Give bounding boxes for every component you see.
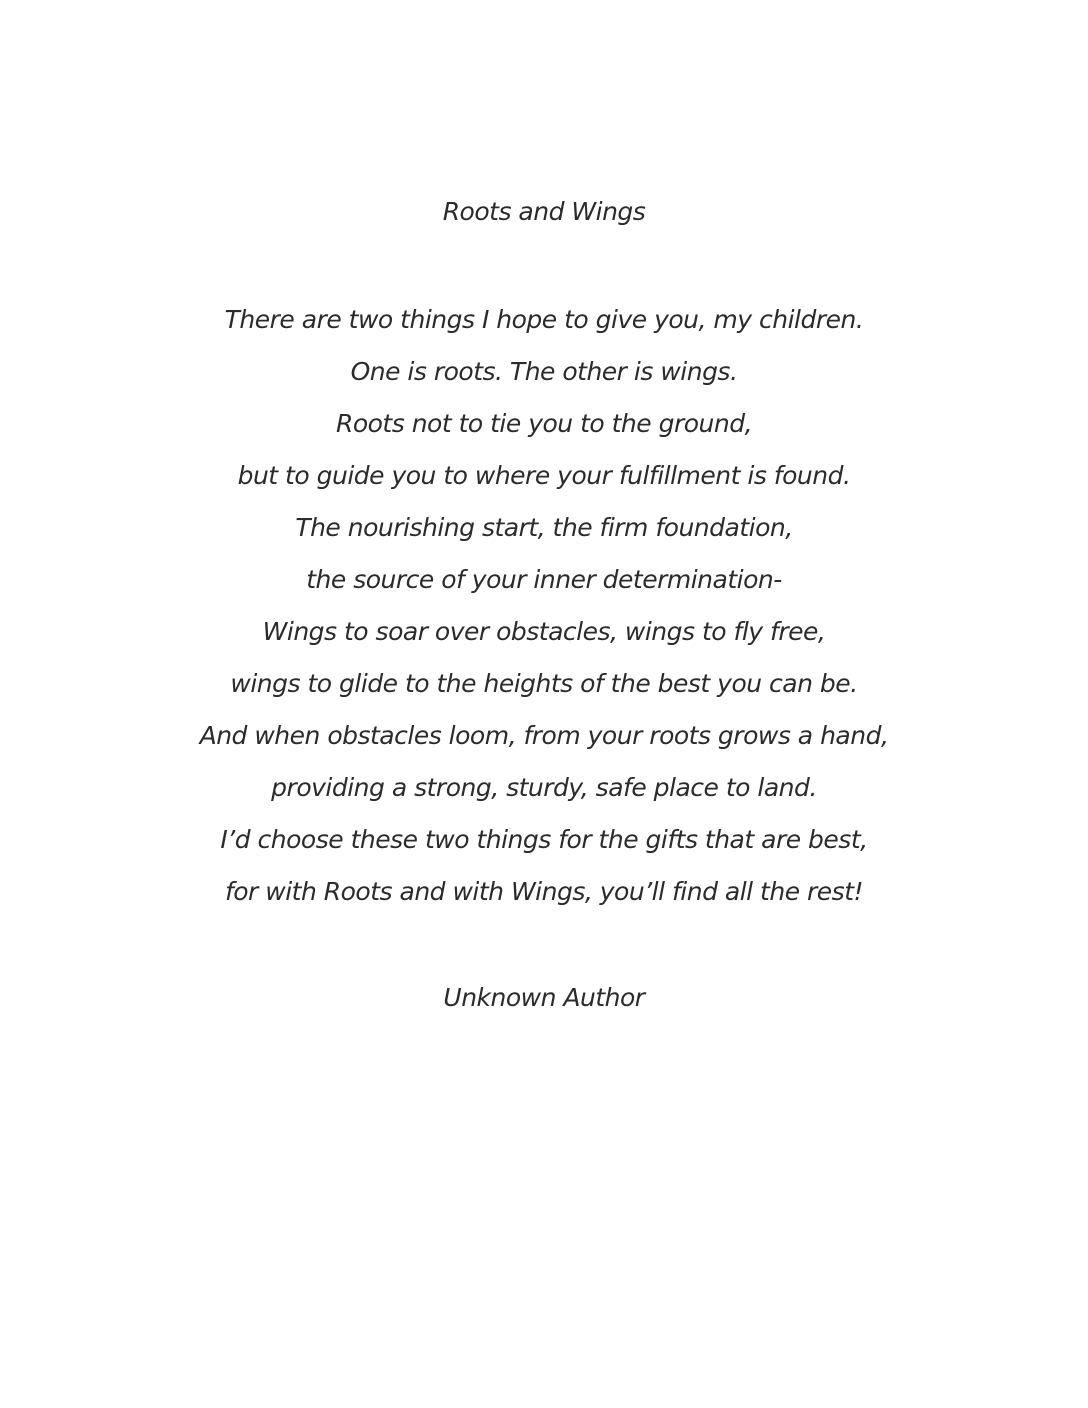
poem-line: wings to glide to the heights of the best you can be.	[230, 669, 858, 698]
poem-line: providing a strong, sturdy, safe place to land.	[271, 773, 817, 802]
poem	[0, 190, 1088, 1020]
poem-line: And when obstacles loom, from your roots grows a hand,	[199, 721, 889, 750]
poem-author: Unknown Author	[443, 983, 645, 1012]
poem-line: One is roots. The other is wings.	[350, 357, 738, 386]
poem-title: Roots and Wings	[442, 197, 646, 226]
poem-line: the source of your inner determination-	[306, 565, 782, 594]
poem-line: I’d choose these two things for the gifts that are best,	[220, 825, 868, 854]
poem-body	[0, 294, 1088, 918]
poem-line: Roots not to tie you to the ground,	[335, 409, 753, 438]
poem-line: The nourishing start, the firm foundation,	[295, 513, 793, 542]
poem-line: There are two things I hope to give you, my children.	[224, 305, 864, 334]
poem-line: but to guide you to where your fulfillment is found.	[237, 461, 851, 490]
poem-line: for with Roots and with Wings, you’ll find all the rest!	[224, 877, 864, 906]
poem-line: Wings to soar over obstacles, wings to fly free,	[262, 617, 826, 646]
